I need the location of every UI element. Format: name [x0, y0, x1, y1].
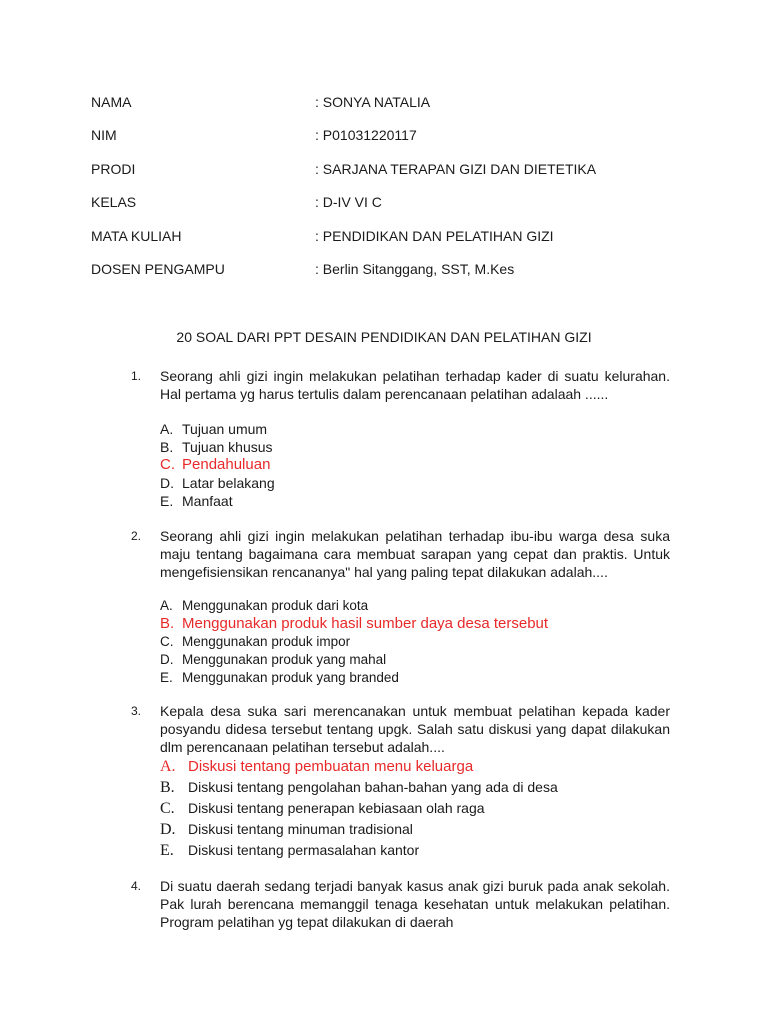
question-text: Seorang ahli gizi ingin melakukan pelatihan terhadap kader di suatu kelurahan. Hal pertama yg harus tertulis dalam perencanaan pelatihan adalaah ...... [160, 368, 670, 403]
options-list [160, 420, 670, 510]
option-d [160, 819, 670, 840]
option-text: Latar belakang [182, 475, 275, 491]
question-4 [131, 877, 671, 937]
info-row-nim [91, 125, 691, 158]
question-text: Di suatu daerah sedang terjadi banyak kasus anak gizi buruk pada anak sekolah. Pak lurah berencana memanggil tenaga kesehatan untuk melakukan pelatihan. Program pelatihan yg tepat dilakukan di daerah [160, 878, 670, 931]
info-label: MATA KULIAH [91, 227, 182, 244]
option-letter: E. [160, 842, 174, 859]
option-b [160, 438, 670, 456]
option-letter: A. [160, 421, 174, 437]
option-text: Diskusi tentang minuman tradisional [188, 821, 413, 837]
option-text: Menggunakan produk impor [182, 634, 351, 649]
option-d [160, 651, 670, 669]
info-label: DOSEN PENGAMPU [91, 260, 225, 277]
question-text: Kepala desa suka sari merencanakan untuk membuat pelatihan kepada kader posyandu didesa tersebut tentang upgk. Salah satu diskusi yang dapat dilakukan dlm perencanaan pelatihan tersebut adalah.... [160, 703, 670, 756]
question-number: 1. [131, 369, 142, 383]
question-number: 4. [131, 879, 142, 893]
option-letter: E. [160, 670, 173, 685]
option-text: Manfaat [182, 493, 233, 509]
info-row-dosen [91, 259, 691, 292]
option-text: Diskusi tentang pengolahan bahan-bahan yang ada di desa [188, 779, 558, 795]
option-a [160, 597, 670, 615]
option-letter: A. [160, 598, 173, 613]
option-text: Menggunakan produk yang branded [182, 670, 399, 685]
option-a-correct [160, 756, 670, 777]
option-text: Menggunakan produk hasil sumber daya desa tersebut [182, 615, 549, 632]
info-row-nama [91, 92, 691, 125]
info-value: : D-IV VI C [315, 194, 382, 211]
question-1 [131, 367, 671, 517]
info-label: NAMA [91, 94, 132, 110]
option-letter: D. [160, 652, 174, 667]
option-letter: A. [160, 758, 176, 775]
info-row-prodi [91, 159, 691, 192]
option-c-correct [160, 456, 670, 474]
option-letter: D. [160, 821, 176, 838]
option-text: Diskusi tentang pembuatan menu keluarga [188, 758, 474, 775]
option-text: Tujuan umum [182, 421, 268, 437]
option-letter: C. [160, 800, 175, 817]
question-number: 3. [131, 704, 142, 718]
option-d [160, 474, 670, 492]
option-text: Pendahuluan [182, 456, 271, 473]
info-row-kelas [91, 192, 691, 225]
option-e [160, 492, 670, 510]
options-list [160, 756, 670, 861]
option-letter: B. [160, 615, 175, 632]
info-row-mata-kuliah [91, 226, 691, 259]
option-e [160, 840, 670, 861]
option-c [160, 633, 670, 651]
question-2 [131, 527, 671, 692]
option-text: Menggunakan produk yang mahal [182, 652, 387, 667]
option-letter: D. [160, 475, 174, 491]
question-number: 2. [131, 529, 142, 543]
student-info [91, 92, 691, 292]
option-b [160, 777, 670, 798]
option-letter: B. [160, 779, 175, 796]
info-label: PRODI [91, 160, 136, 177]
option-text: Menggunakan produk dari kota [182, 598, 369, 613]
info-label: NIM [91, 127, 117, 144]
option-letter: C. [160, 634, 174, 649]
option-letter: C. [160, 456, 175, 473]
info-value: : SARJANA TERAPAN GIZI DAN DIETETIKA [315, 160, 597, 177]
option-text: Tujuan khusus [182, 439, 273, 455]
option-e [160, 669, 670, 687]
option-a [160, 420, 670, 438]
option-letter: E. [160, 493, 174, 509]
option-text: Diskusi tentang penerapan kebiasaan olah raga [188, 800, 485, 816]
question-text: Seorang ahli gizi ingin melakukan pelatihan terhadap ibu-ibu warga desa suka maju tentang bagaimana cara membuat sarapan yang cepat dan praktis. Untuk mengefisiensikan rencananya" hal yang paling tepat dilakukan adalah.... [160, 528, 670, 581]
info-value: : SONYA NATALIA [315, 94, 431, 110]
info-value: : P01031220117 [315, 127, 417, 144]
info-value: : Berlin Sitanggang, SST, M.Kes [315, 260, 515, 277]
option-letter: B. [160, 439, 174, 455]
options-list [160, 597, 670, 687]
info-value: : PENDIDIKAN DAN PELATIHAN GIZI [315, 227, 554, 244]
option-text: Diskusi tentang permasalahan kantor [188, 842, 420, 858]
info-label: KELAS [91, 194, 137, 211]
document-title: 20 SOAL DARI PPT DESAIN PENDIDIKAN DAN PELATIHAN GIZI [176, 329, 592, 345]
option-b-correct [160, 615, 670, 633]
option-c [160, 798, 670, 819]
question-3 [131, 702, 671, 862]
